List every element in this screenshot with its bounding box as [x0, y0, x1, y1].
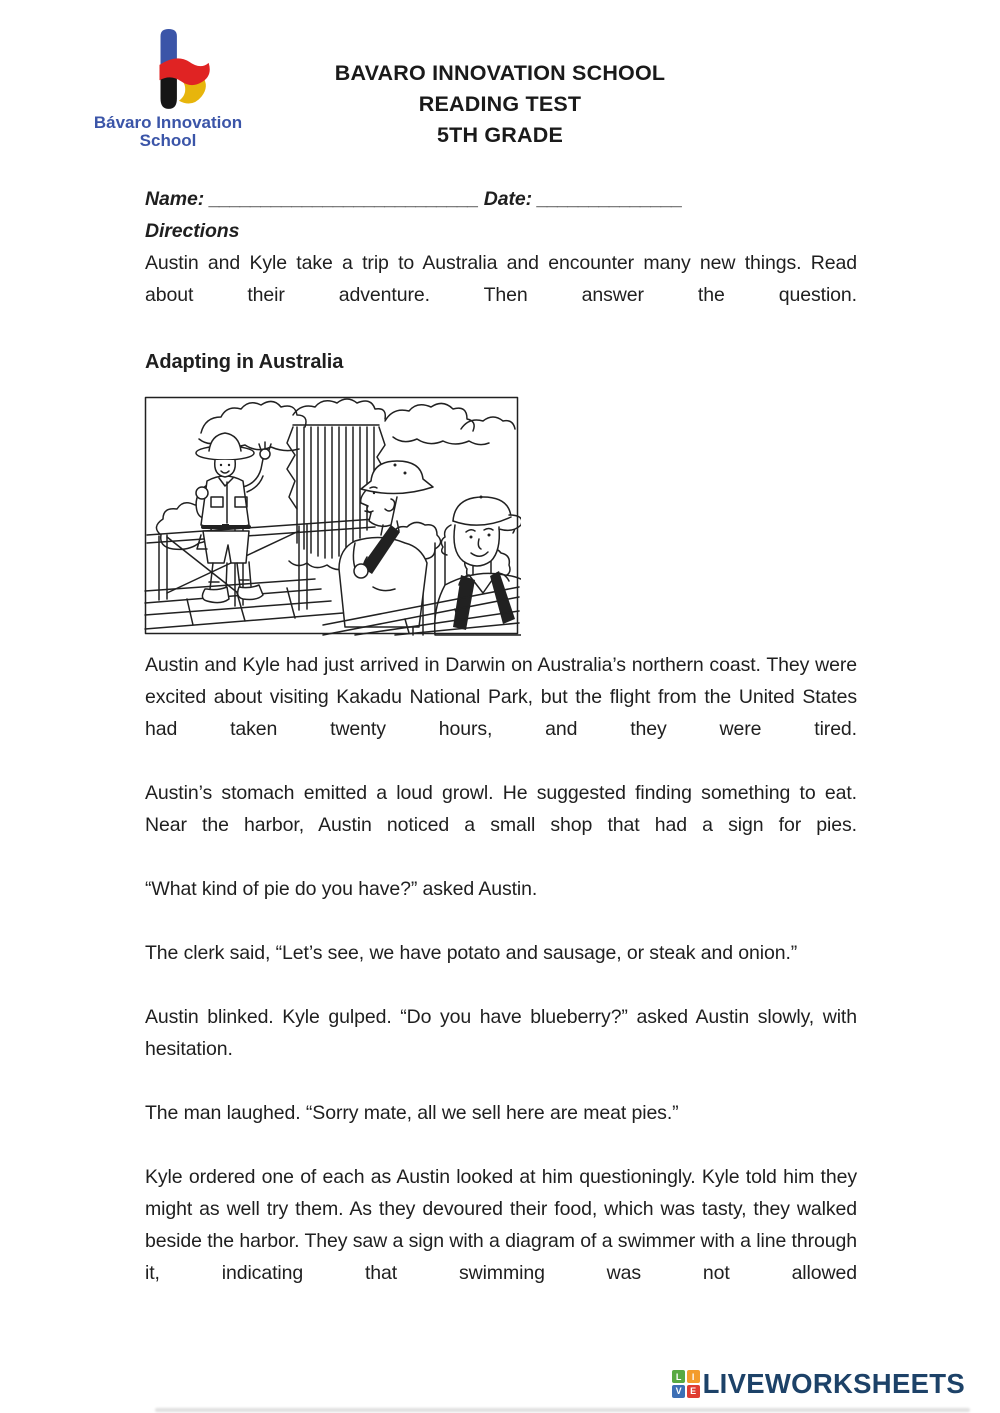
name-date-row [145, 183, 857, 215]
date-label: Date: [483, 188, 533, 210]
title-grade: 5TH GRADE [436, 123, 564, 147]
story-paragraph: Austin blinked. Kyle gulped. “Do you have blueberry?” asked Austin slowly, with hesitation. [145, 1006, 857, 1060]
document-title [0, 58, 1000, 151]
directions-text: Austin and Kyle take a trip to Australia and encounter many new things. Read about their adventure. Then answer the question. [145, 252, 857, 306]
story-illustration [143, 385, 521, 637]
story-title: Adapting in Australia [145, 351, 344, 373]
story-paragraph: “What kind of pie do you have?” asked Austin. [145, 878, 538, 900]
liveworksheets-watermark [672, 1370, 965, 1398]
ranger-icon [196, 433, 271, 603]
school-logo-name-line2: School [139, 131, 197, 150]
name-label: Name: [145, 188, 205, 210]
liveworksheets-icon [672, 1370, 700, 1398]
title-test: READING TEST [418, 92, 582, 116]
story-body [145, 649, 857, 1289]
title-school: BAVARO INNOVATION SCHOOL [334, 61, 666, 85]
story-paragraph: Austin’s stomach emitted a loud growl. He suggested finding something to eat. Near the harbor, Austin noticed a small shop that had a sign for pies. [145, 782, 857, 836]
name-blank-field[interactable]: __________________________ [209, 188, 479, 210]
boy-cap-icon [435, 496, 521, 636]
lw-square-i: I [687, 1370, 700, 1383]
lw-square-l: L [672, 1370, 685, 1383]
story-paragraph: Austin and Kyle had just arrived in Darwin on Australia’s northern coast. They were excited about visiting Kakadu National Park, but the flight from the United States had taken twenty hours, and they were tired. [145, 654, 857, 740]
story-paragraph: The man laughed. “Sorry mate, all we sell here are meat pies.” [145, 1102, 679, 1124]
directions-label: Directions [145, 220, 240, 242]
liveworksheets-wordmark: LIVEWORKSHEETS [702, 1368, 965, 1399]
date-blank-field[interactable]: ______________ [537, 188, 683, 210]
lw-square-e: E [687, 1385, 700, 1398]
story-paragraph: Kyle ordered one of each as Austin looked at him questioningly. Kyle told him they might as well try them. As they devoured their food, which was tasty, they walked beside the harbor. They saw a sign with a diagram of a swimmer with a line through it, indicating that swimming was not allowed [145, 1166, 857, 1284]
story-paragraph: The clerk said, “Let’s see, we have potato and sausage, or steak and onion.” [145, 942, 798, 964]
page-bottom-smudge [155, 1408, 970, 1412]
lw-square-v: V [672, 1385, 685, 1398]
school-logo-name-line1: Bávaro Innovation [93, 113, 243, 132]
